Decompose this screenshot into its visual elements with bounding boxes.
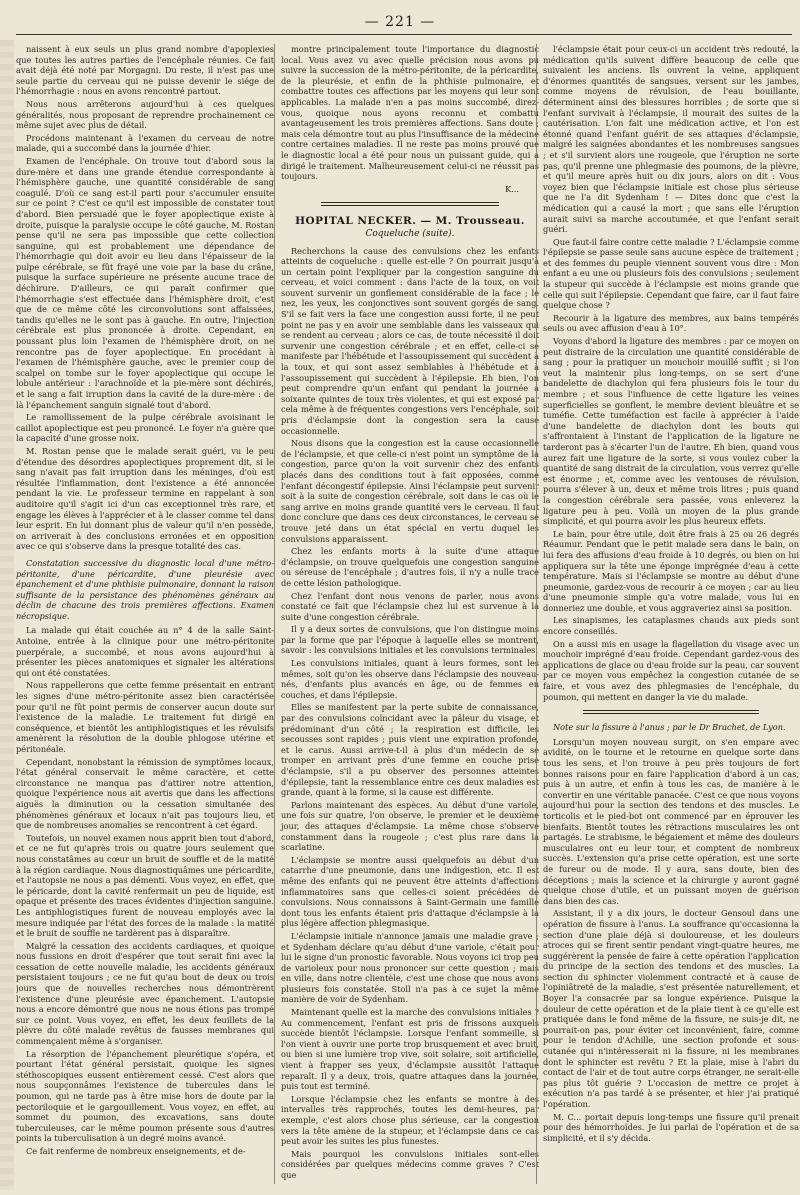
paragraph: Nous rappellerons que cette femme présentait en entrant les signes d'une métro-péritonite assez bien caractérisée pour qu'il ne fût point permis de conserver aucun doute sur l'existence de la maladie. Le traitement fut dirigé en conséquence, et bientôt les antiphlogistiques et les révulsifs amenèrent la résolution de la double phlogose utérine et péritonéale.: [16, 680, 274, 754]
paragraph: Toutefois, un nouvel examen nous apprit bien tout d'abord, et ce ne fut qu'après trois ou quatre jours seulement que nous constatâmes au cœur un bruit de souffle et de la matité à la région cardiaque. Nous diagnostiquâmes une péricardite, et l'autopsie ne nous a pas démenti. Vous voyez, en effet, que le péricarde, dont la cavité renfermait un peu de liquide, est opaque et présente des traces évidentes d'injection sanguine. Les antiphlogistiques furent de nouveau employés avec la mesure indiquée par l'état des forces de la malade : la matité et le bruit de souffle ne tardèrent pas à disparaître.: [16, 832, 274, 939]
paragraph: Mais pourquoi les convulsions initiales sont-elles considérées par quelques médecins comme graves ? C'est que: [281, 1148, 539, 1180]
paragraph: La résorption de l'épanchement pleurétique s'opéra, et pourtant l'état général persistait, quoique les signes stéthoscopiques eussent entièrement cessé. C'est alors que nous soupçonnâmes l'existence de tubercules dans le poumon, qui ne tarde pas à être mise hors de doute par la pectoriloquie et le gargouillement. Vous voyez, en effet, au sommet du poumon, des excavations, sans doute tuberculeuses, car le même poumon présente sous d'autres points la tuberculisation à un degré moins avancé.: [16, 1048, 274, 1144]
paragraph: Nous disons que la congestion est la cause occasionnelle de l'éclampsie, et que celle-ci n'est point un symptôme de la congestion, parce qu'on la voit survenir chez des enfants placés dans des conditions tout à fait opposées, comme l'enfant décongestif épilepsie. Ainsi l'éclampsie peut survenir soit à la suite de congestion cérébrale, soit dans le cas où le sang arrive en moins grande quantité vers le cerveau. Il faut donc conclure que dans ces deux circonstances, le cerveau se trouve jeté dans un état spécial en vertu duquel les convulsions apparaissent.: [281, 438, 539, 544]
signature: K...: [505, 183, 519, 194]
paragraph: Cependant, nonobstant la rémission de symptômes locaux, l'état général conservait le même caractère, et cette circonstance ne manqua pas d'attirer notre attention, quoique l'expérience nous ait avertis que dans les affections aiguës la diminution ou la cessation simultanée des phénomènes généraux et locaux n'ait pas toujours lieu, et que de nombreuses anomalies se rencontrent à cet égard.: [16, 756, 274, 831]
paragraph: montre principalement toute l'importance du diagnostic local. Vous avez vu avec quelle précision nous avons pu suivre la succession de la métro-péritonite, de la péricardite, de la pleurésie, et enfin de la phthisie pulmonaire, et combattre toutes ces affections par les moyens qui leur sont applicables. La malade n'en a pas moins succombé, direz-vous, quoique nous ayons reconnu et combattu avantageusement les trois premières affections. Sans doute ; mais cela démontre tout au plus l'insuffisance de la médecine contre certaines maladies. Il ne reste pas moins prouvé que le diagnostic local a été pour nous un puissant guide, qui a dirigé le traitement. Malheureusement celui-ci ne réussit pas toujours.: [281, 44, 539, 182]
paragraph: Voyons d'abord la ligature des membres : par ce moyen on peut distraire de la circulation une quantité considérable de sang ; pour la pratiquer un mouchoir mouillé suffit ; si l'on veut la maintenir plus long-temps, on se sert d'une bandelette de diachylon qui fera plusieurs fois le tour du membre ; et sous l'influence de cette ligature les veines superficielles se gonflent, le membre devient bleuâtre et se tuméfie. Cette tuméfaction est facile à apprécier à l'aide d'une bandelette de diachylon dont les bouts qui s'affrontaient à l'instant de l'application de la ligature ne tarderont pas à s'écarter l'un de l'autre. Eh bien, quand vous aurez fait une ligature de la sorte, si vous voulez cuber la quantité de sang distrait de la circulation, vous verrez qu'elle est énorme ; et, comme avec les ventouses de révulsion, pourra s'élever à un, deux et même trois litres ; puis quand la congestion cérébrale sera passée, vous enleverez la ligature peu à peu. Voilà un moyen de la plus grande simplicité, et qui pourra avoir les plus heureux effets.: [543, 336, 799, 527]
paragraph: Maintenant quelle est la marche des convulsions initiales ? Au commencement, l'enfant est pris de frissons auxquels succède bientôt l'éclampsie. Lorsque l'enfant sommeille, si l'on vient à ouvrir une porte trop brusquement et avec bruit, ou bien si une lumière trop vive, soit solaire, soit artificielle, vient à frapper ses yeux, d'éclampsie aussitôt l'attaque reparaît. Il y a deux, trois, quatre attaques dans la journée, puis tout est terminé.: [281, 1007, 539, 1092]
header-rule: [16, 34, 792, 35]
paragraph: l'éclampsie était pour ceux-ci un accident très redouté, la médication qu'ils suivent diffère beaucoup de celle que suivaient les anciens. Ils ouvrent la veine, appliquent d'énormes quantités de sangsues, versent sur les jambes, comme moyens de révulsion, de l'eau bouillante, déterminent ainsi des blessures horribles ; de sorte que si l'enfant survivait à l'éclampsie, il mourait des suites de la cautérisation. L'on fait une médication active, et l'on est étonné quand l'enfant guérit de ses attaques d'éclampsie, malgré les saignées abondantes et les nombreuses sangsues ; et s'il survient alors une rougeole, que l'éruption ne sorte pas, qu'il prenne une phlegmasie des poumons, de la plèvre, et qu'il meure après huit ou dix jours, alors on dit : Vous voyez bien que l'éclampsie initiale est chose plus sérieuse que ne l'a dit Sydenham ! — Dites donc que c'est la médication qui a causé la mort ; que sans elle l'éruption aurait suivi sa marche accoutumée, et que l'enfant serait guéri.: [543, 44, 799, 235]
paragraph: Procédons maintenant à l'examen du cerveau de notre malade, qui a succombé dans la journée d'hier.: [16, 132, 274, 154]
paragraph: Le bain, pour être utile, doit être frais à 25 ou 26 degrés Réaumur. Pendant que le petit malade sera dans le bain, on lui fera des affusions d'eau froide à 10 degrés, ou bien on lui appliquera sur la tête une éponge imprégnée d'eau à cette température. Mais si l'éclampsie se montre au début d'une pneumonie, gardez-vous de recourir à ce moyen ; car au lieu d'une pneumonie simple qu'a votre malade, vous lui en donneriez une double, et vous aggraveriez ainsi sa position.: [543, 528, 799, 613]
paragraph: On a aussi mis en usage la flagellation du visage avec un mouchoir imprégné d'eau froide. Cependant gardez-vous des applications de glace ou d'eau froide sur la peau, car souvent par ce moyen vous empêchez la congestion cutanée de se faire, et vous avez des phlegmasies de l'encéphale, du poumon, qui mettent en danger la vie du malade.: [543, 638, 799, 702]
paragraph: Le ramollissement de la pulpe cérébrale avoisinant le caillot apoplectique est peu prononcé. Le foyer n'a guère que la capacité d'une grosse noix.: [16, 412, 274, 444]
paragraph: L'éclampsie initiale n'annonce jamais une maladie grave ; et Sydenham déclare qu'au début d'une variole, c'était pour lui le signe d'un pronostic favorable. Nous voyons ici trop peu de varioleux pour nous prononcer sur cette question ; mais en ville, dans notre clientèle, c'est une chose que nous avons plusieurs fois constatée. Stoll n'a pas à ce sujet la même manière de voir de Sydenham.: [281, 930, 539, 1005]
paragraph: Les convulsions initiales, quant à leurs formes, sont les mêmes, soit qu'on les observe dans l'éclampsie des nouveau-nés, d'enfants plus avancés en âge, ou de femmes en couches, et dans l'épilepsie.: [281, 658, 539, 700]
article-subheading: Coqueluche (suite).: [365, 228, 455, 239]
column-1: [16, 44, 274, 1184]
paragraph: Les sinapismes, les cataplasmes chauds aux pieds sont encore conseillés.: [543, 615, 799, 637]
paragraph: Ce fait renferme de nombreux enseignements, et de-: [26, 1145, 246, 1156]
section-divider: [321, 202, 499, 206]
page-number: — 221 —: [364, 14, 436, 30]
paragraph: Recourir à la ligature des membres, aux bains tempérés seuls ou avec affusion d'eau à 10°.: [543, 312, 799, 334]
article-heading: HOPITAL NECKER. — M. Trousseau.: [295, 215, 525, 228]
paragraph: La malade qui était couchée au n° 4 de la salle Saint-Antoine, entrée à la clinique pour une métro-péritonite puerpérale, a succombé, et nous avons aujourd'hui à présenter les pièces anatomiques et signaler les altérations qui ont été constatées.: [16, 625, 274, 678]
paragraph: Lorsqu'un moyen nouveau surgit, on s'en empare avec avidité, on le tourne et le retourne en quelque sorte dans tous les sens, et l'on trouve à peu près toujours de fort bonnes raisons pour en faire l'application d'abord à un cas, puis à un autre, et enfin à tous les cas, de manière à le convertir en une véritable panacée. C'est ce que nous voyons aujourd'hui pour la section des tendons et des muscles. Le torticolis et le pied-bot ont commencé par en éprouver les bienfaits. Bientôt toutes les rétractions musculaires les ont partagés. Le strabisme, le bégaiement et même des douleurs musculaires ont eu leur tour, et comptent de nombreux succès. L'extension qu'a prise cette opération, est une sorte de fureur ou de mode. Il y aura, sans doute, bien des déceptions ; mais la science et la chirurgie y auront gagné quelque chose d'utile, et un puissant moyen de guérison dans bien des cas.: [543, 736, 799, 906]
paragraph: Nous nous arrêterons aujourd'hui à ces quelques généralités, nous proposant de reprendre prochainement ce même sujet avec plus de détail.: [16, 98, 274, 131]
paragraph: Lorsque l'éclampsie chez les enfants se montre à des intervalles très rapprochés, toutes les demi-heures, par exemple, c'est alors chose plus sérieuse, car la congestion vers la tête amène de la stupeur, et l'éclampsie dans ce cas peut avoir les suites les plus funestes.: [281, 1093, 539, 1147]
paragraph: Examen de l'encéphale. On trouve tout d'abord sous la dure-mère et dans une grande étendue correspondante à l'hémisphère gauche, une quantité considérable de sang coagulé. D'où ce sang est-il parti pour s'accumuler ensuite sur ce point ? C'est ce qu'il est impossible de constater tout d'abord. Bien persuadé que le foyer apoplectique existe à droite, puisque la paralysie occupe le côté gauche, M. Rostan pense qu'il ne sera pas impossible que cette collection sanguine, qui est probablement une dépendance de l'hémorrhagie qui doit avoir eu lieu dans l'épaisseur de la pulpe cérébrale, se fût frayé une voie par la base du crâne, puisque la surface supérieure ne présente aucune trace de déchirure. D'ailleurs, ce qui paraît confirmer que l'hémorrhagie s'est effectuée dans l'hémisphère droit, c'est que de ce même côté les circonvolutions sont affaissées, tandis qu'elles ne le sont pas à gauche. En outre, l'injection cérébrale est plus prononcée à droite. Cependant, en poussant plus loin l'examen de l'hémisphère droit, on ne rencontre pas de foyer apoplectique. En procédant à l'examen de l'hémisphère gauche, avec le premier coup de scalpel on tombe sur le foyer apoplectique qui occupe le lobule antérieur : l'arachnoïde et la pie-mère sont déchirés, et le sang a fait irruption dans la cavité de la dure-mère : de là l'épanchement sanguin signalé tout d'abord.: [16, 155, 274, 410]
section-heading-italic: Constatation successive du diagnostic local d'une métro-péritonite, d'une péricardite, d'une pleurésie avec épanchement et d'une phthisie pulmonaire, donnant la raison suffisante de la persistance des phénomènes généraux au déclin de chacune des trois premières affections. Examen nécropsique.: [16, 557, 274, 621]
paragraph: Elles se manifestent par la perte subite de connaissance, par des convulsions coïncidant avec la pâleur du visage, et prédominant d'un côté ; la respiration est difficile, les secousses sont rapides ; puis vient une expiration profonde, et le carus. Aussi arrive-t-il à plus d'un médecin de se tromper en arrivant près d'une femme en couche prise d'éclampsie, s'il a pu observer des personnes atteintes d'épilepsie, tant la ressemblance entre ces deux maladies est grande, quant à la forme, si la cause est différente.: [281, 702, 539, 798]
paragraph: Recherchons la cause des convulsions chez les enfants atteints de coqueluche : quelle est-elle ? On pourrait jusqu'à un certain point l'expliquer par la congestion sanguine du cerveau, et voici comment : dans l'acte de la toux, on voit souvent survenir un gonflement considérable de la face ; le nez, les yeux, les conjonctives sont souvent gorgés de sang. S'il se fait vers la face une congestion aussi forte, il ne peut point ne pas y en avoir une semblable dans les vaisseaux qui se rendent au cerveau ; alors ce cas, de toute nécessité il doit survenir une congestion cérébrale ; et en effet, celle-ci se manifeste par l'hébétude et l'assoupissement qui succèdent à la toux, et qui sont assez semblables à l'hébétude et à l'assoupissement qui succèdent à l'épilepsie. Eh bien, l'on peut comprendre qu'un enfant qui pendant la journée a soixante quintes de toux très violentes, et qui est exposé par cela même à de fréquentes congestions vers l'encéphale, soit pris d'éclampsie dont la congestion sera la cause occasionnelle.: [281, 245, 539, 436]
paragraph: Assistant, il y a dix jours, le docteur Gensoul dans une opération de fissure à l'anus. La souffrance qu'occasionna la section d'une plaie déjà si douloureuse, et les douleurs atroces qui se firent sentir pendant vingt-quatre heures, me suggérèrent la pensée de faire à cette opération l'application du principe de la section des tendons et des muscles. La section du sphincter violemment contracté et à cause de l'opiniâtreté de la maladie, s'est présentée naturellement, et Boyer l'a consacrée par sa longue expérience. Puisque la douleur de cette opération et de la plaie tient à ce qu'elle est pratiquée dans le fond même de la fissure, ne suis-je dit, ne pourrait-on pas, pour éviter cet inconvénient, faire, comme pour le tendon d'Achille, une section profonde et sous-cutanée qui n'intéresserait ni la fissure, ni les membranes dont le sphincter est revêtu ? Et la plaie, mise à l'abri du contact de l'air et de tout autre corps étranger, ne serait-elle pas plus tôt guérie ? L'occasion de mettre ce projet à exécution n'a pas tardé à se présenter, et hier j'ai pratiqué l'opération.: [543, 908, 799, 1109]
paragraph: M. Rostan pense que le malade serait guéri, vu le peu d'étendue des désordres apoplectiques proprement dit, si le sang n'avait pas fait irruption dans les méninges, d'où est résultée l'inflammation, dont l'existence a été annoncée pendant la vie. Le professeur termine en rappelant à son auditoire qu'il s'agit ici d'un cas exceptionnel très rare, et engage les élèves à l'apprécier et à le classer comme tel dans leur esprit. En lui donnant plus de valeur qu'il n'en possède, on arriverait à des conclusions erronées et en opposition avec ce qui s'observe dans la presque totalité des cas.: [16, 445, 274, 552]
paragraph: L'éclampsie se montre aussi quelquefois au début d'un catarrhe d'une pneumonie, dans une indigestion, etc. Il est même des enfants qui ne peuvent être atteints d'affections inflammatoires sans que celles-ci soient précédées de convulsions. Nous connaissons à Saint-Germain une famille dont tous les enfants étaient pris d'attaque d'éclampsie à la plus légère affection phlegmasique.: [281, 854, 539, 929]
paragraph: Malgré la cessation des accidents cardiaques, et quoique nous fussions en droit d'espérer que tout serait fini avec la cessation de cette nouvelle maladie, les accidents généraux persistaient toujours ; ce ne fut qu'au bout de deux ou trois jours que de nouvelles recherches nous démontrèrent l'existence d'une pleurésie avec épanchement. L'autopsie nous a encore démontré que nous ne nous étions pas trompé sur ce point. Vous voyez, en effet, les deux feuillets de la plèvre du côté malade revêtus de fausses membranes qui commençaient même à s'organiser.: [16, 940, 274, 1047]
paragraph: Il y a deux sortes de convulsions, que l'on distingue moins par la forme que par l'époque à laquelle elles se montrent, savoir : les convulsions initiales et les convulsions terminales.: [281, 624, 539, 656]
binding-margin: [0, 40, 14, 1190]
paragraph: Chez les enfants morts à la suite d'une attaque d'éclampsie, on trouve quelquefois une congestion sanguine ou séreuse de l'encéphale ; d'autres fois, il n'y a nulle trace de cette lésion pathologique.: [281, 546, 539, 588]
note-heading: Note sur la fissure à l'anus ; par le Dr Brachet, de Lyon.: [553, 722, 786, 733]
paragraph: Parlons maintenant des espèces. Au début d'une variole, une fois sur quatre, l'on observe, le premier et le deuxième jour, des attaques d'éclampsie. La même chose s'observe constamment dans la rougeole ; c'est plus rare dans la scarlatine.: [281, 799, 539, 853]
paragraph: M. C... portait depuis long-temps une fissure qu'il prenait pour des hémorrhoïdes. Je lui parlai de l'opération et de sa simplicité, et il s'y décida.: [543, 1111, 799, 1143]
column-3: [536, 44, 799, 1184]
section-divider: [583, 710, 759, 714]
paragraph: Que faut-il faire contre cette maladie ? L'éclampsie comme l'épilepsie se passe seule sans aucune espèce de traitement ; et des femmes du peuple viennent souvent vous dire : Mon enfant a eu une ou plusieurs fois des convulsions ; seulement la stupeur qui succède à l'éclampsie est moins grande que celle qui suit l'épilepsie. Cependant que faire, car il faut faire quelque chose ?: [543, 236, 799, 311]
paragraph: Chez l'enfant dont nous venons de parler, nous avons constaté ce fait que l'éclampsie chez lui est survenue à la suite d'une congestion cérébrale.: [281, 590, 539, 622]
paragraph: naissent à eux seuls un plus grand nombre d'apoplexies que toutes les autres parties de l'encéphale réunies. Ce fait avait déjà été noté par Morgagni. Du reste, il n'est pas une seule partie du cerveau qui ne puisse devenir le siége de l'hémorrhagie : nous en avons rencontré partout.: [16, 44, 274, 97]
column-2: [274, 44, 539, 1184]
